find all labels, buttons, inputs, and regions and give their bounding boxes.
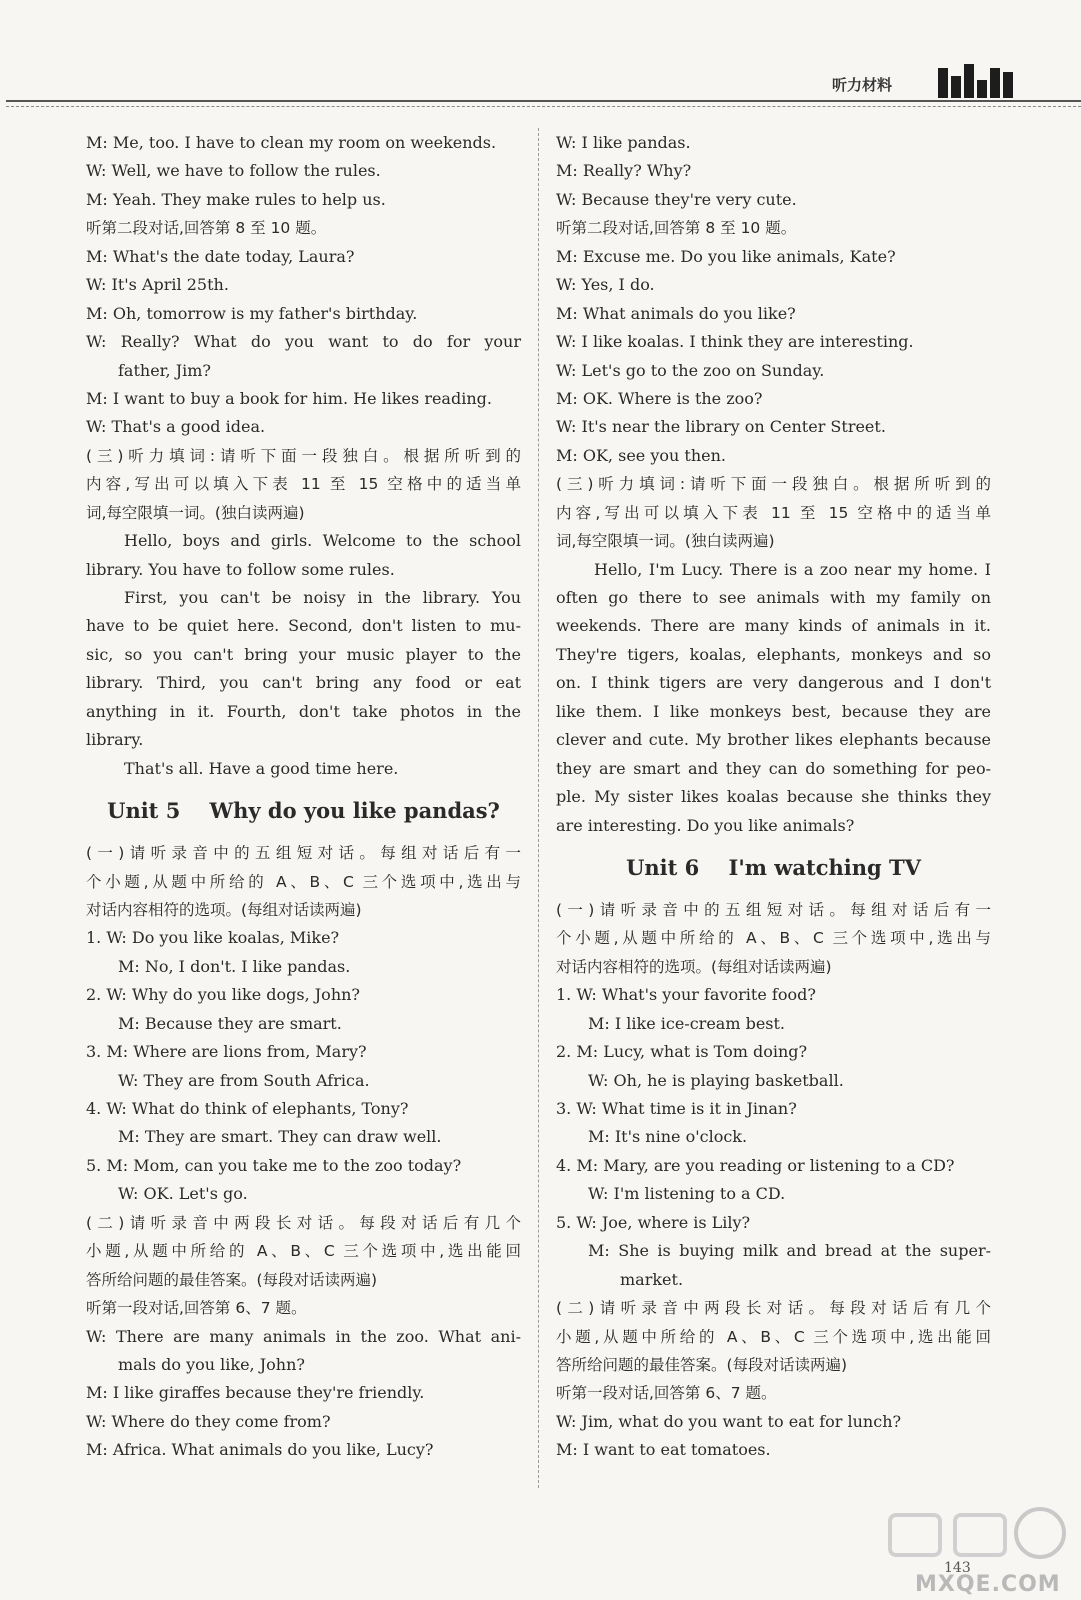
text-line: M: Yeah. They make rules to help us. bbox=[86, 189, 386, 209]
text-line: market. bbox=[620, 1269, 684, 1289]
page-header bbox=[0, 0, 1081, 110]
instruction-line: 词,每空限填一词。(独白读两遍) bbox=[86, 503, 305, 522]
instruction-line: (三)听力填词:请听下面一段独白。根据所听到的 bbox=[556, 475, 991, 494]
book-logo-icon bbox=[938, 60, 1018, 98]
text-line: anything in it. Fourth, don't take photos in the bbox=[86, 701, 521, 721]
text-line: M: I want to eat tomatoes. bbox=[556, 1440, 771, 1460]
text-line: often go there to see animals with my family on bbox=[556, 588, 991, 607]
instruction-line: (二)请听录音中两段长对话。每段对话后有几个 bbox=[556, 1299, 991, 1318]
text-line: W: I like pandas. bbox=[556, 133, 691, 152]
text-line: have to be quiet here. Second, don't listen to mu- bbox=[86, 616, 521, 636]
text-line: M: Really? Why? bbox=[556, 161, 692, 181]
text-line: 4. M: Mary, are you reading or listening to a CD? bbox=[556, 1155, 955, 1175]
text-line: W: I'm listening to a CD. bbox=[588, 1184, 786, 1204]
text-line: M: What animals do you like? bbox=[556, 303, 796, 323]
instruction-line: 个小题,从题中所给的 A、B、C 三个选项中,选出与 bbox=[86, 872, 521, 891]
instruction-line: 内容,写出可以填入下表 11 至 15 空格中的适当单 bbox=[86, 475, 521, 494]
column-divider bbox=[538, 128, 539, 1488]
header-rule bbox=[6, 100, 1081, 102]
instruction-line: 小题,从题中所给的 A、B、C 三个选项中,选出能回 bbox=[556, 1327, 991, 1346]
instruction-line: 个小题,从题中所给的 A、B、C 三个选项中,选出与 bbox=[556, 929, 991, 948]
text-line: M: Excuse me. Do you like animals, Kate? bbox=[556, 246, 896, 266]
text-line: M: Because they are smart. bbox=[118, 1013, 342, 1033]
text-line: 5. M: Mom, can you take me to the zoo today? bbox=[86, 1155, 462, 1175]
instruction-line: 听第一段对话,回答第 6、7 题。 bbox=[556, 1384, 777, 1403]
page-number: 143 bbox=[944, 1560, 971, 1576]
text-line: M: They are smart. They can draw well. bbox=[118, 1127, 442, 1147]
instruction-line: 听第二段对话,回答第 8 至 10 题。 bbox=[556, 219, 797, 238]
instruction-line: 小题,从题中所给的 A、B、C 三个选项中,选出能回 bbox=[86, 1242, 521, 1261]
text-line: M: I like ice-cream best. bbox=[588, 1013, 786, 1033]
text-line: M: OK. Where is the zoo? bbox=[556, 388, 763, 408]
text-line: sic, so you can't bring your music player to the bbox=[86, 644, 521, 664]
text-line: W: Well, we have to follow the rules. bbox=[86, 161, 381, 181]
text-line: W: They are from South Africa. bbox=[118, 1070, 370, 1090]
unit-heading: Unit 5 Why do you like pandas? bbox=[107, 798, 500, 824]
text-line: M: What's the date today, Laura? bbox=[86, 246, 355, 266]
text-line: M: She is buying milk and bread at the super- bbox=[588, 1241, 991, 1261]
text-line: are interesting. Do you like animals? bbox=[556, 815, 855, 835]
text-line: W: Really? What do you want to do for your bbox=[86, 332, 521, 352]
watermark-text: MXQE.COM bbox=[915, 1572, 1061, 1597]
unit-heading: Unit 6 I'm watching TV bbox=[626, 854, 921, 880]
text-line: 3. M: Where are lions from, Mary? bbox=[86, 1042, 367, 1062]
instruction-line: (二)请听录音中两段长对话。每段对话后有几个 bbox=[86, 1213, 521, 1232]
text-line: W: Yes, I do. bbox=[556, 275, 655, 295]
text-line: W: Let's go to the zoo on Sunday. bbox=[556, 360, 825, 380]
header-dashed-rule bbox=[6, 106, 1081, 107]
instruction-line: (三)听力填词:请听下面一段独白。根据所听到的 bbox=[86, 446, 521, 465]
text-line: W: Oh, he is playing basketball. bbox=[588, 1070, 844, 1090]
text-line: library. You have to follow some rules. bbox=[86, 559, 395, 579]
text-line: 2. M: Lucy, what is Tom doing? bbox=[556, 1042, 808, 1062]
text-line: They're tigers, koalas, elephants, monkeys and so bbox=[556, 644, 991, 664]
text-line: father, Jim? bbox=[118, 360, 212, 380]
text-line: W: Jim, what do you want to eat for lunch? bbox=[556, 1411, 902, 1431]
text-line: Hello, I'm Lucy. There is a zoo near my home. I bbox=[594, 559, 991, 579]
instruction-line: 答所给问题的最佳答案。(每段对话读两遍) bbox=[556, 1355, 848, 1374]
text-line: M: No, I don't. I like pandas. bbox=[118, 956, 351, 976]
instruction-line: (一)请听录音中的五组短对话。每组对话后有一 bbox=[556, 900, 991, 919]
text-line: W: It's near the library on Center Street. bbox=[556, 417, 886, 437]
text-line: clever and cute. My brother likes elephants because bbox=[556, 730, 991, 750]
text-line: That's all. Have a good time here. bbox=[124, 758, 399, 778]
text-line: 1. W: What's your favorite food? bbox=[556, 985, 816, 1005]
text-line: M: OK, see you then. bbox=[556, 445, 726, 465]
text-line: W: There are many animals in the zoo. What ani- bbox=[86, 1326, 521, 1346]
instruction-line: 词,每空限填一词。(独白读两遍) bbox=[556, 532, 775, 551]
text-line: library. Third, you can't bring any food or eat bbox=[86, 673, 521, 693]
text-line: W: I like koalas. I think they are interesting. bbox=[556, 332, 914, 352]
text-line: on. I think tigers are very dangerous and I don't bbox=[556, 673, 991, 693]
text-line: library. bbox=[86, 730, 144, 750]
instruction-line: 听第一段对话,回答第 6、7 题。 bbox=[86, 1299, 307, 1318]
text-line: M: I like giraffes because they're friendly. bbox=[86, 1383, 425, 1403]
instruction-line: 内容,写出可以填入下表 11 至 15 空格中的适当单 bbox=[556, 503, 991, 522]
text-line: M: I want to buy a book for him. He likes reading. bbox=[86, 388, 492, 408]
text-line: W: It's April 25th. bbox=[86, 275, 229, 295]
right-column bbox=[556, 129, 991, 1465]
text-line: 2. W: Why do you like dogs, John? bbox=[86, 985, 360, 1005]
text-line: 4. W: What do think of elephants, Tony? bbox=[86, 1099, 409, 1118]
text-line: W: OK. Let's go. bbox=[118, 1184, 248, 1204]
text-line: W: Where do they come from? bbox=[86, 1411, 331, 1431]
text-line: ple. My sister likes koalas because she thinks they bbox=[556, 787, 991, 807]
text-line: 3. W: What time is it in Jinan? bbox=[556, 1099, 797, 1118]
text-line: like them. I like monkeys best, because they are bbox=[556, 701, 991, 721]
text-line: mals do you like, John? bbox=[118, 1354, 305, 1374]
text-line: weekends. There are many kinds of animals in it. bbox=[556, 616, 991, 636]
text-line: 5. W: Joe, where is Lily? bbox=[556, 1212, 751, 1232]
text-line: Hello, boys and girls. Welcome to the school bbox=[124, 531, 521, 551]
section-label: 听力材料 bbox=[832, 76, 893, 94]
text-line: M: Me, too. I have to clean my room on weekends. bbox=[86, 133, 497, 152]
instruction-line: 对话内容相符的选项。(每组对话读两遍) bbox=[556, 957, 832, 976]
text-line: 1. W: Do you like koalas, Mike? bbox=[86, 928, 340, 948]
text-line: First, you can't be noisy in the library. You bbox=[124, 588, 521, 607]
instruction-line: (一)请听录音中的五组短对话。每组对话后有一 bbox=[86, 844, 521, 863]
instruction-line: 答所给问题的最佳答案。(每段对话读两遍) bbox=[86, 1270, 378, 1289]
left-column bbox=[86, 129, 521, 1465]
text-line: M: Africa. What animals do you like, Lucy? bbox=[86, 1440, 434, 1460]
text-line: W: That's a good idea. bbox=[86, 417, 266, 437]
text-line: they are smart and they can do something for peo- bbox=[556, 758, 991, 778]
text-line: M: It's nine o'clock. bbox=[588, 1127, 748, 1147]
instruction-line: 听第二段对话,回答第 8 至 10 题。 bbox=[86, 219, 327, 238]
instruction-line: 对话内容相符的选项。(每组对话读两遍) bbox=[86, 900, 362, 919]
text-line: W: Because they're very cute. bbox=[556, 189, 797, 209]
text-line: M: Oh, tomorrow is my father's birthday. bbox=[86, 303, 418, 323]
